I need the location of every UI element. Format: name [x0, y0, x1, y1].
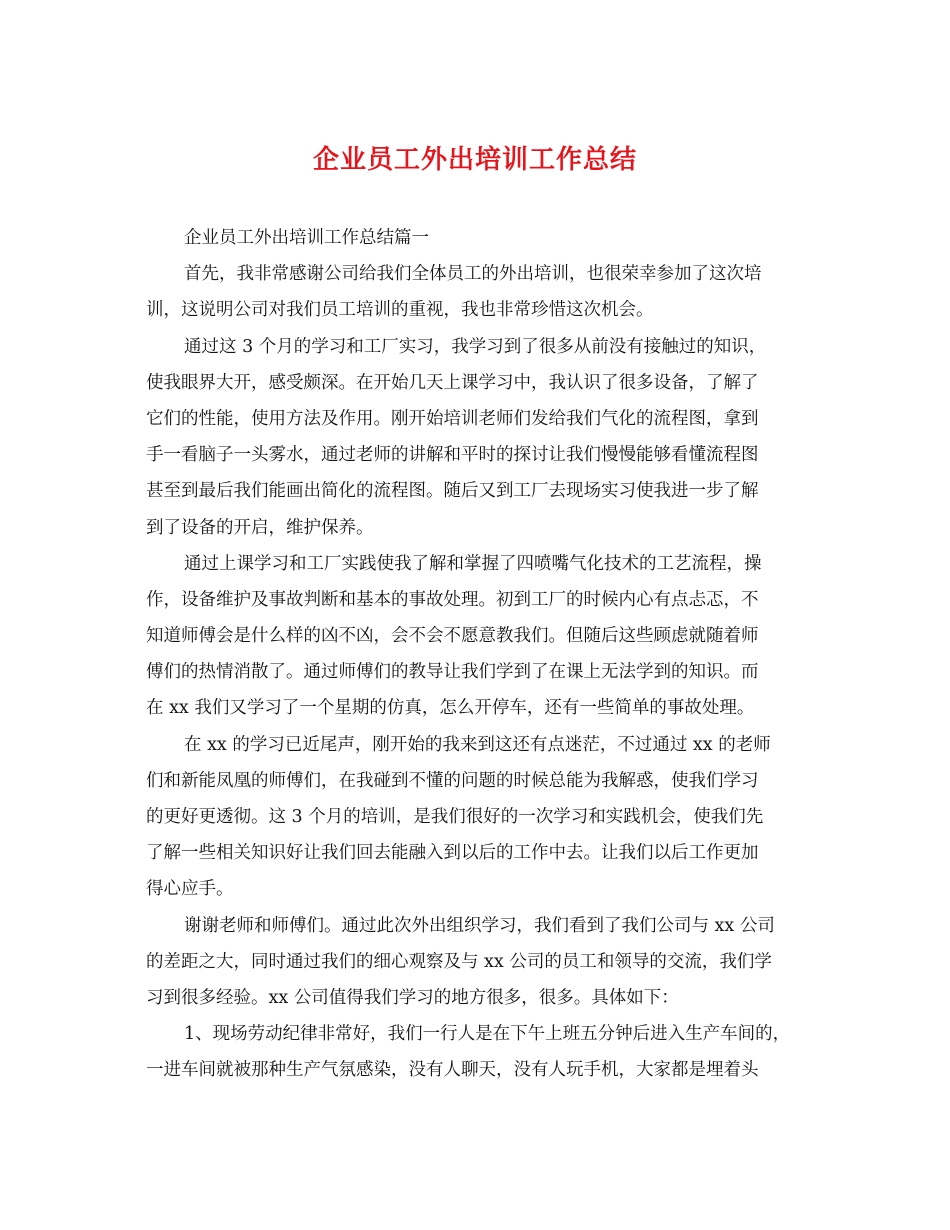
body-line: 作，设备维护及事故判断和基本的事故处理。初到工厂的时候内心有点忐忑，不 [146, 589, 759, 610]
body-line: 在 xx 的学习已近尾声，刚开始的我来到这还有点迷茫，不过通过 xx 的老师 [184, 734, 771, 755]
body-line: 到了设备的开启，维护保养。 [146, 517, 374, 538]
body-line: 首先，我非常感谢公司给我们全体员工的外出培训，也很荣幸参加了这次培 [184, 264, 762, 285]
body-line: 得心应手。 [146, 879, 234, 900]
body-line: 傅们的热情消散了。通过师傅们的教导让我们学到了在课上无法学到的知识。而 [146, 662, 759, 683]
document-title: 企业员工外出培训工作总结 [312, 145, 637, 175]
body-line: 训，这说明公司对我们员工培训的重视，我也非常珍惜这次机会。 [146, 300, 654, 321]
body-line: 习到很多经验。xx 公司值得我们学习的地方很多，很多。具体如下： [146, 987, 679, 1008]
body-line: 的更好更透彻。这 3 个月的培训，是我们很好的一次学习和实践机会，使我们先 [146, 807, 764, 827]
body-line: 了解一些相关知识好让我们回去能融入到以后的工作中去。让我们以后工作更加 [146, 843, 759, 864]
body-line: 在 xx 我们又学习了一个星期的仿真，怎么开停车，还有一些简单的事故处理。 [146, 698, 755, 719]
body-line: 使我眼界大开，感受颇深。在开始几天上课学习中，我认识了很多设备，了解了 [146, 372, 759, 393]
body-line: 的差距之大，同时通过我们的细心观察及与 xx 公司的员工和领导的交流，我们学 [146, 951, 772, 972]
body-line: 一进车间就被那种生产气氛感染，没有人聊天，没有人玩手机，大家都是埋着头 [146, 1060, 759, 1081]
document-body [146, 220, 806, 1089]
body-line: 们和新能凤凰的师傅们，在我碰到不懂的问题的时候总能为我解惑，使我们学习 [146, 770, 759, 791]
body-line: 手一看脑子一头雾水，通过老师的讲解和平时的探讨让我们慢慢能够看懂流程图 [146, 445, 759, 466]
body-line: 谢谢老师和师傅们。通过此次外出组织学习，我们看到了我们公司与 xx 公司 [184, 915, 775, 936]
body-line: 企业员工外出培训工作总结篇一 [184, 228, 429, 248]
body-line: 甚至到最后我们能画出简化的流程图。随后又到工厂去现场实习使我进一步了解 [146, 481, 759, 502]
body-line: 1、现场劳动纪律非常好，我们一行人是在下午上班五分钟后进入生产车间的， [184, 1024, 791, 1045]
body-line: 知道师傅会是什么样的凶不凶，会不会不愿意教我们。但随后这些顾虑就随着师 [146, 626, 759, 647]
body-line: 通过上课学习和工厂实践使我了解和掌握了四喷嘴气化技术的工艺流程，操 [184, 553, 762, 574]
body-line: 通过这 3 个月的学习和工厂实习，我学习到了很多从前没有接触过的知识， [184, 336, 767, 357]
body-line: 它们的性能，使用方法及作用。刚开始培训老师们发给我们气化的流程图，拿到 [146, 408, 759, 429]
